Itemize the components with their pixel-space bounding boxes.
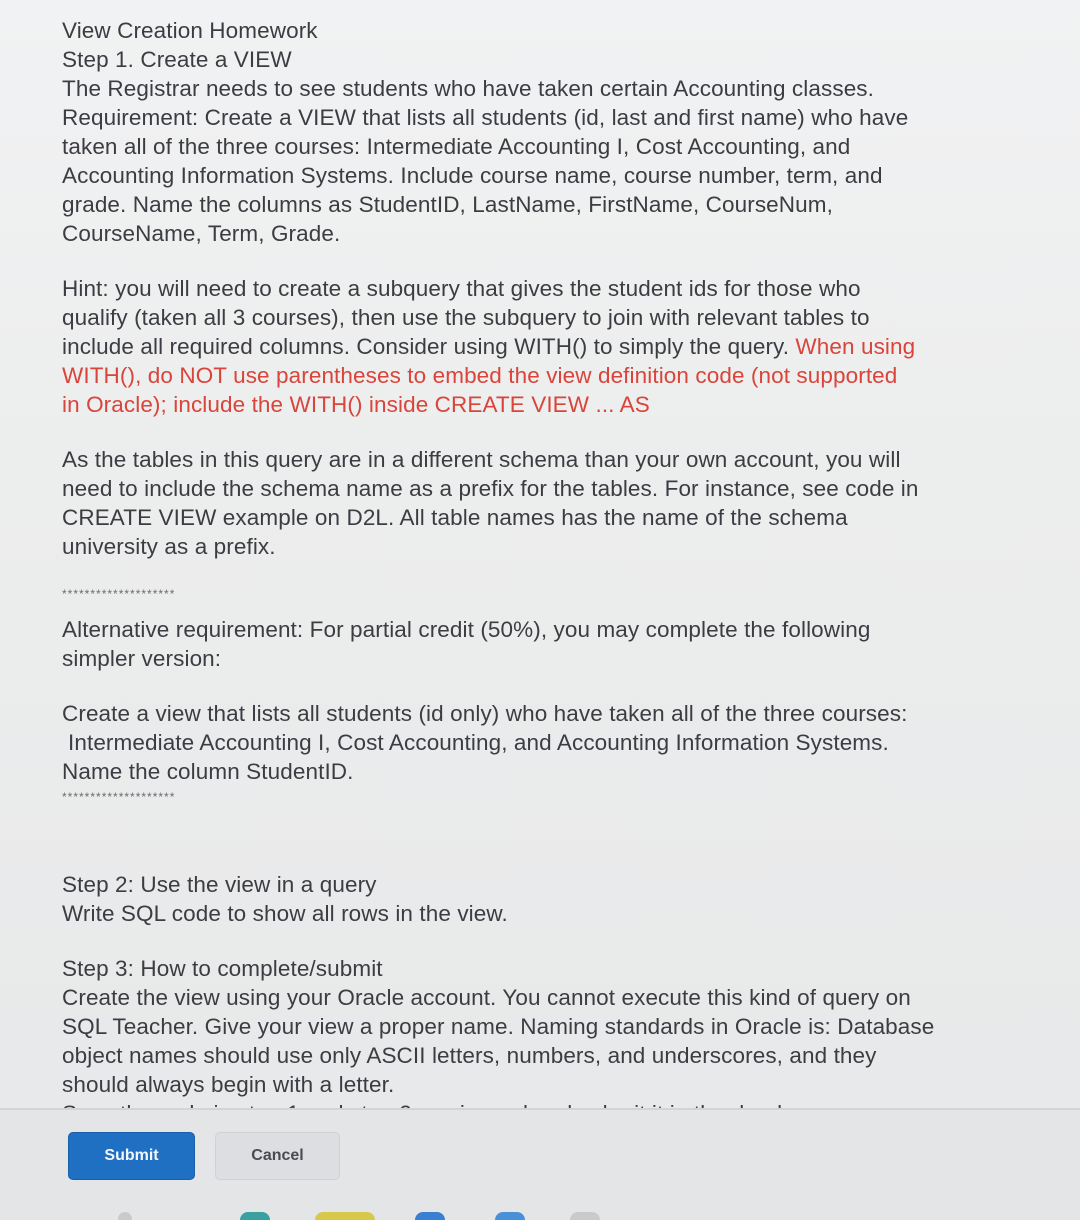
taskbar-icon: [315, 1212, 375, 1220]
step1-heading: Step 1. Create a VIEW: [62, 47, 292, 72]
separator-top: ********************: [62, 587, 176, 601]
hint-warning-lead: When using: [795, 334, 916, 359]
alternative-line-1: Alternative requirement: For partial credit (50%), you may complete the following: [62, 617, 871, 642]
hint-line-3-text: include all required columns. Consider using WITH() to simply the query.: [62, 334, 796, 359]
taskbar-icon: [240, 1212, 270, 1220]
alternative-detail-line-1: Create a view that lists all students (id only) who have taken all of the three courses:: [62, 701, 908, 726]
hint-line-2: qualify (taken all 3 courses), then use the subquery to join with relevant tables to: [62, 305, 870, 330]
step3-line-1: Create the view using your Oracle account. You cannot execute this kind of query on: [62, 985, 911, 1010]
step3-line-2: SQL Teacher. Give your view a proper name. Naming standards in Oracle is: Database: [62, 1014, 935, 1039]
cancel-button[interactable]: Cancel: [215, 1132, 340, 1180]
hint-line-1: Hint: you will need to create a subquery that gives the student ids for those who: [62, 276, 861, 301]
step1-line-5: grade. Name the columns as StudentID, LastName, FirstName, CourseNum,: [62, 192, 833, 217]
step1-line-6: CourseName, Term, Grade.: [62, 221, 341, 246]
step1-line-4: Accounting Information Systems. Include course name, course number, term, and: [62, 163, 883, 188]
hint-warning-line-1: WITH(), do NOT use parentheses to embed the view definition code (not supported: [62, 363, 898, 388]
schema-line-3: CREATE VIEW example on D2L. All table names has the name of the schema: [62, 505, 848, 530]
step2-line: Write SQL code to show all rows in the view.: [62, 901, 508, 926]
step1-line-3: taken all of the three courses: Intermediate Accounting I, Cost Accounting, and: [62, 134, 851, 159]
taskbar-edge: [100, 1206, 1000, 1220]
step3-line-3: object names should use only ASCII letters, numbers, and underscores, and they: [62, 1043, 877, 1068]
step3-line-4: should always begin with a letter.: [62, 1072, 395, 1097]
alternative-detail-line-2: Intermediate Accounting I, Cost Accounting, and Accounting Information Systems.: [68, 730, 889, 755]
hint-warning-line-2: in Oracle); include the WITH() inside CREATE VIEW ... AS: [62, 392, 650, 417]
page-title: View Creation Homework: [62, 18, 318, 43]
schema-line-2: need to include the schema name as a prefix for the tables. For instance, see code in: [62, 476, 919, 501]
step1-line-2: Requirement: Create a VIEW that lists all students (id, last and first name) who have: [62, 105, 909, 130]
assignment-instructions: [62, 16, 992, 1128]
alternative-detail-line-3: Name the column StudentID.: [62, 759, 354, 784]
taskbar-icon: [415, 1212, 445, 1220]
alternative-line-2: simpler version:: [62, 646, 222, 671]
taskbar-icon: [495, 1212, 525, 1220]
step3-heading: Step 3: How to complete/submit: [62, 956, 383, 981]
schema-line-4: university as a prefix.: [62, 534, 276, 559]
step1-line-1: The Registrar needs to see students who have taken certain Accounting classes.: [62, 76, 875, 101]
taskbar-icon: [570, 1212, 600, 1220]
taskbar-icon: [118, 1212, 132, 1220]
step2-heading: Step 2: Use the view in a query: [62, 872, 377, 897]
schema-line-1: As the tables in this query are in a different schema than your own account, you will: [62, 447, 901, 472]
separator-bottom: ********************: [62, 790, 176, 804]
hint-line-3: [62, 332, 992, 361]
submit-button[interactable]: Submit: [68, 1132, 195, 1180]
